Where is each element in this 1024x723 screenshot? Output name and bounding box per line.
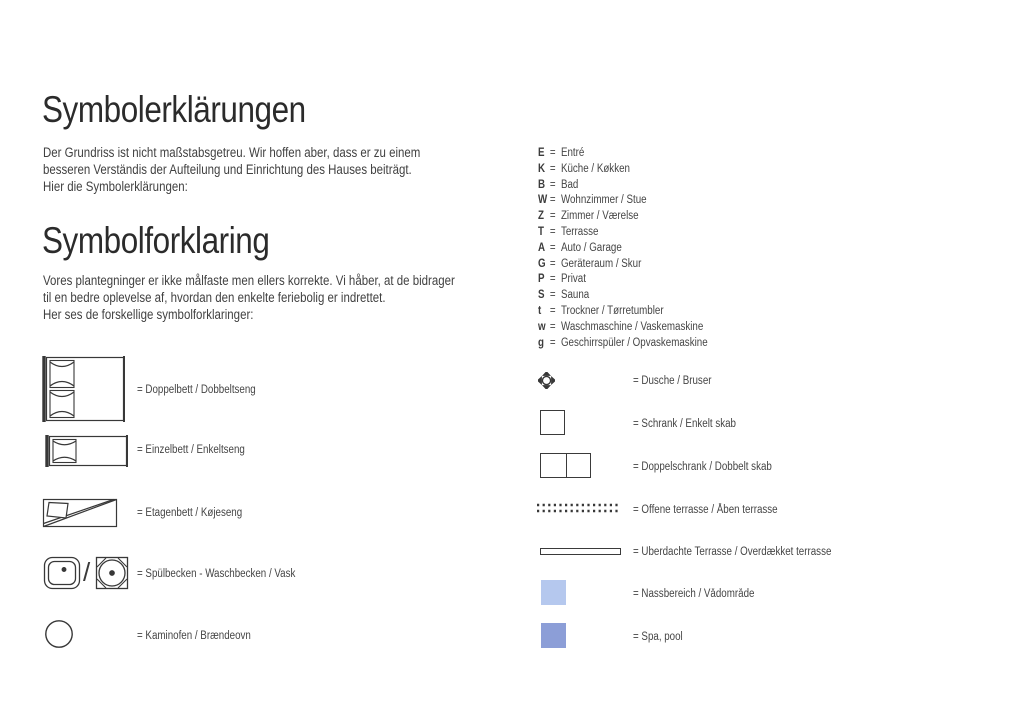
code-row-terrace	[538, 225, 708, 241]
code-meaning: Zimmer / Værelse	[560, 210, 639, 223]
equals-sign: =	[549, 162, 556, 175]
code-letter: A	[538, 241, 546, 254]
double-closet-icon	[540, 453, 591, 478]
equals-sign: =	[549, 225, 556, 238]
intro-danish-line-1: Vores plantegninger er ikke målfaste men ellers korrekte. Vi håber, at de bidrager	[43, 273, 455, 288]
equals-sign: =	[549, 194, 556, 207]
wet-area-label: = Nassbereich / Vådområde	[633, 588, 755, 600]
code-row-kitchen	[538, 162, 708, 178]
code-row-washer	[538, 320, 708, 336]
single-bed-label: = Einzelbett / Enkeltseng	[137, 444, 245, 456]
code-row-room	[538, 209, 708, 225]
equals-sign: =	[549, 241, 556, 254]
code-row-shed	[538, 257, 708, 273]
code-letter: B	[538, 178, 546, 191]
code-letter: W	[538, 194, 548, 207]
code-meaning: Bad	[560, 178, 579, 191]
code-row-private	[538, 272, 708, 288]
single-closet-icon	[540, 410, 565, 435]
code-letter: w	[538, 320, 546, 333]
code-row-entre	[538, 146, 708, 162]
equals-sign: =	[549, 304, 556, 317]
intro-danish-line-2: til en bedre oplevelse af, hvordan den enkelte feriebolig er indrettet.	[43, 290, 386, 305]
covered-terrace-icon	[540, 548, 621, 555]
code-letter: E	[538, 147, 545, 159]
code-row-livingroom	[538, 193, 708, 209]
code-row-bath	[538, 178, 708, 194]
closet-divider	[566, 454, 567, 477]
code-meaning: Wohnzimmer / Stue	[560, 194, 647, 207]
code-letter: S	[538, 289, 545, 302]
equals-sign: =	[549, 257, 556, 270]
code-meaning: Küche / Køkken	[560, 162, 630, 175]
intro-german	[43, 144, 420, 195]
equals-sign: =	[549, 178, 556, 191]
open-terrace-icon	[537, 503, 621, 513]
code-meaning: Waschmaschine / Vaskemaskine	[560, 320, 704, 333]
intro-german-line-2: besseren Verständis der Aufteilung und Einrichtung des Hauses beiträgt.	[43, 162, 412, 177]
code-meaning: Geschirrspüler / Opvaskemaskine	[560, 336, 708, 349]
equals-sign: =	[549, 289, 556, 302]
equals-sign: =	[549, 273, 556, 286]
wood-stove-icon	[44, 619, 74, 649]
covered-terrace-label: = Überdachte Terrasse / Overdækket terrasse	[633, 546, 832, 558]
bunk-bed-icon	[42, 498, 118, 528]
equals-sign: =	[549, 336, 556, 349]
double-bed-icon	[42, 356, 126, 422]
code-letter: Z	[538, 210, 544, 223]
round-sink-icon	[95, 556, 129, 590]
code-meaning: Geräteraum / Skur	[560, 257, 642, 270]
letter-code-list	[538, 146, 708, 351]
wet-area-swatch	[541, 580, 566, 605]
code-letter: t	[538, 304, 542, 317]
page-title-german: Symbolerklärungen	[42, 89, 306, 130]
intro-danish	[43, 272, 455, 323]
equals-sign: =	[549, 320, 556, 333]
bunk-bed-label: = Etagenbett / Køjeseng	[137, 507, 243, 519]
spa-pool-swatch	[541, 623, 566, 648]
double-closet-label: = Doppelschrank / Dobbelt skab	[633, 461, 772, 473]
code-letter: G	[538, 257, 546, 270]
single-closet-label: = Schrank / Enkelt skab	[633, 418, 736, 430]
shower-icon	[538, 372, 555, 389]
code-meaning: Auto / Garage	[560, 241, 622, 254]
code-meaning: Entré	[560, 147, 585, 159]
code-row-sauna	[538, 288, 708, 304]
slash-separator: /	[83, 557, 91, 587]
code-meaning: Terrasse	[560, 225, 599, 238]
intro-danish-line-3: Her ses de forskellige symbolforklaringer:	[43, 307, 254, 322]
code-row-dishwasher	[538, 336, 708, 352]
spa-pool-label: = Spa, pool	[633, 631, 683, 643]
single-bed-icon	[45, 435, 129, 467]
code-letter: P	[538, 273, 545, 286]
double-bed-label: = Doppelbett / Dobbeltseng	[137, 384, 256, 396]
code-meaning: Privat	[560, 273, 586, 286]
open-terrace-label: = Offene terrasse / Åben terrasse	[633, 504, 778, 516]
code-row-dryer	[538, 304, 708, 320]
sink-label: = Spülbecken - Waschbecken / Vask	[137, 568, 296, 580]
intro-german-line-1: Der Grundriss ist nicht maßstabsgetreu. Wir hoffen aber, dass er zu einem	[43, 145, 421, 160]
intro-german-line-3: Hier die Symbolerklärungen:	[43, 179, 188, 194]
code-letter: T	[538, 225, 544, 238]
equals-sign: =	[549, 147, 556, 159]
equals-sign: =	[549, 210, 556, 223]
wood-stove-label: = Kaminofen / Brændeovn	[137, 630, 251, 642]
oval-sink-icon	[43, 556, 81, 590]
code-meaning: Sauna	[560, 289, 590, 302]
code-row-garage	[538, 241, 708, 257]
code-meaning: Trockner / Tørretumbler	[560, 304, 664, 317]
code-letter: K	[538, 162, 546, 175]
page-title-danish: Symbolforklaring	[42, 220, 270, 261]
shower-label: = Dusche / Bruser	[633, 375, 712, 387]
code-letter: g	[538, 336, 544, 349]
